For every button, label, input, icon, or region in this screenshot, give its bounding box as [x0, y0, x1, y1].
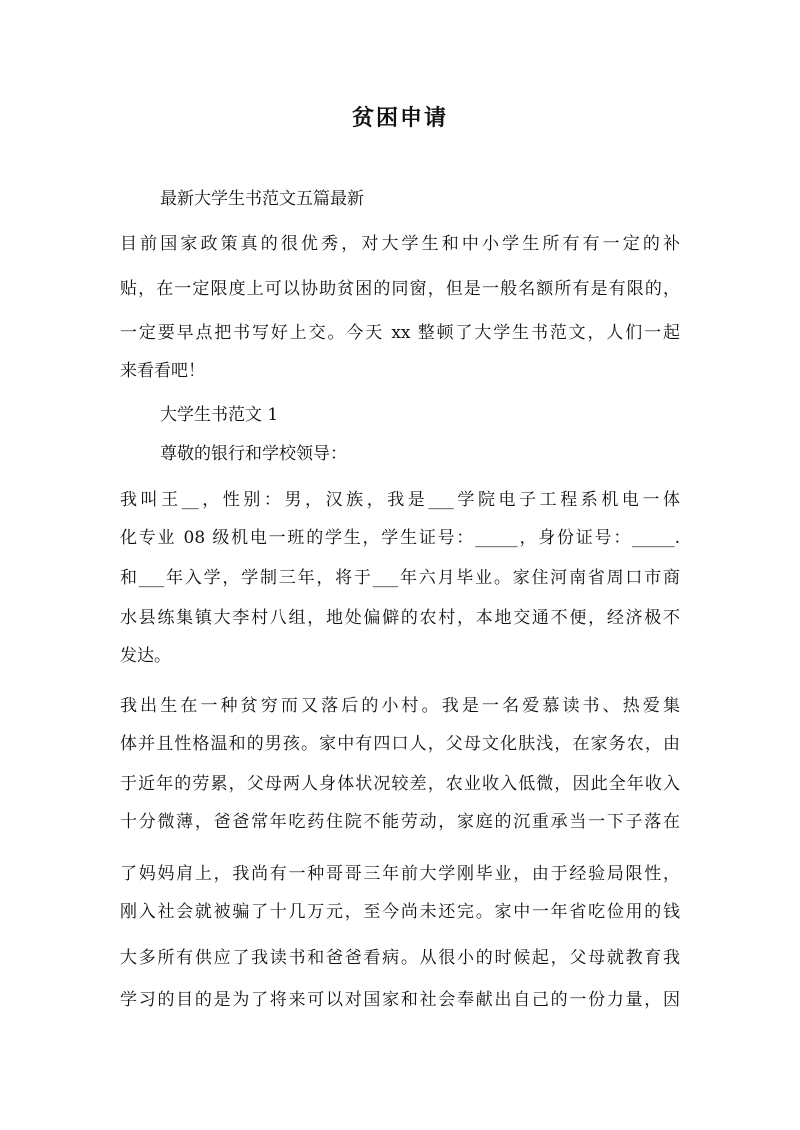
text-line: 和___年入学，学制三年，将于___年六月毕业。家住河南省周口市商 — [120, 568, 680, 588]
text-line: 大学生书范文 1 — [160, 405, 279, 425]
text-line: 我叫王__，性别：男，汉族，我是___学院电子工程系机电一体 — [120, 490, 680, 510]
text-line: 体并且性格温和的男孩。家中有四口人，父母文化肤浅，在家务农，由 — [120, 734, 680, 754]
document-title: 贫困申请 — [351, 105, 448, 131]
text-line: 目前国家政策真的很优秀，对大学生和中小学生所有有一定的补 — [120, 234, 680, 254]
text-line: 学习的目的是为了将来可以对国家和社会奉献出自己的一份力量，因 — [120, 990, 680, 1010]
text-line: 最新大学生书范文五篇最新 — [160, 189, 364, 209]
text-line: 我出生在一种贫穷而又落后的小村。我是一名爱慕读书、热爱集 — [120, 696, 680, 716]
text-line: 来看看吧！ — [120, 361, 205, 381]
text-line: 水县练集镇大李村八组，地处偏僻的农村，本地交通不便，经济极不 — [120, 608, 680, 628]
text-line: 化专业 08 级机电一班的学生，学生证号：_____，身份证号：_____. — [120, 528, 680, 548]
text-line: 尊敬的银行和学校领导： — [160, 444, 347, 464]
text-line: 十分微薄，爸爸常年吃药住院不能劳动，家庭的沉重承当一下子落在 — [120, 812, 680, 832]
text-line: 于近年的劳累，父母两人身体状况较差，农业收入低微，因此全年收入 — [120, 774, 680, 794]
text-line: 刚入社会就被骗了十几万元，至今尚未还完。家中一年省吃俭用的钱 — [120, 902, 680, 922]
text-line: 一定要早点把书写好上交。今天 xx 整顿了大学生书范文，人们一起 — [120, 323, 680, 343]
text-line: 了妈妈肩上，我尚有一种哥哥三年前大学刚毕业，由于经验局限性， — [120, 864, 680, 884]
text-line: 大多所有供应了我读书和爸爸看病。从很小的时候起，父母就教育我 — [120, 948, 680, 968]
text-line: 贴，在一定限度上可以协助贫困的同窗，但是一般名额所有是有限的， — [120, 279, 680, 299]
text-line: 发达。 — [120, 646, 171, 666]
